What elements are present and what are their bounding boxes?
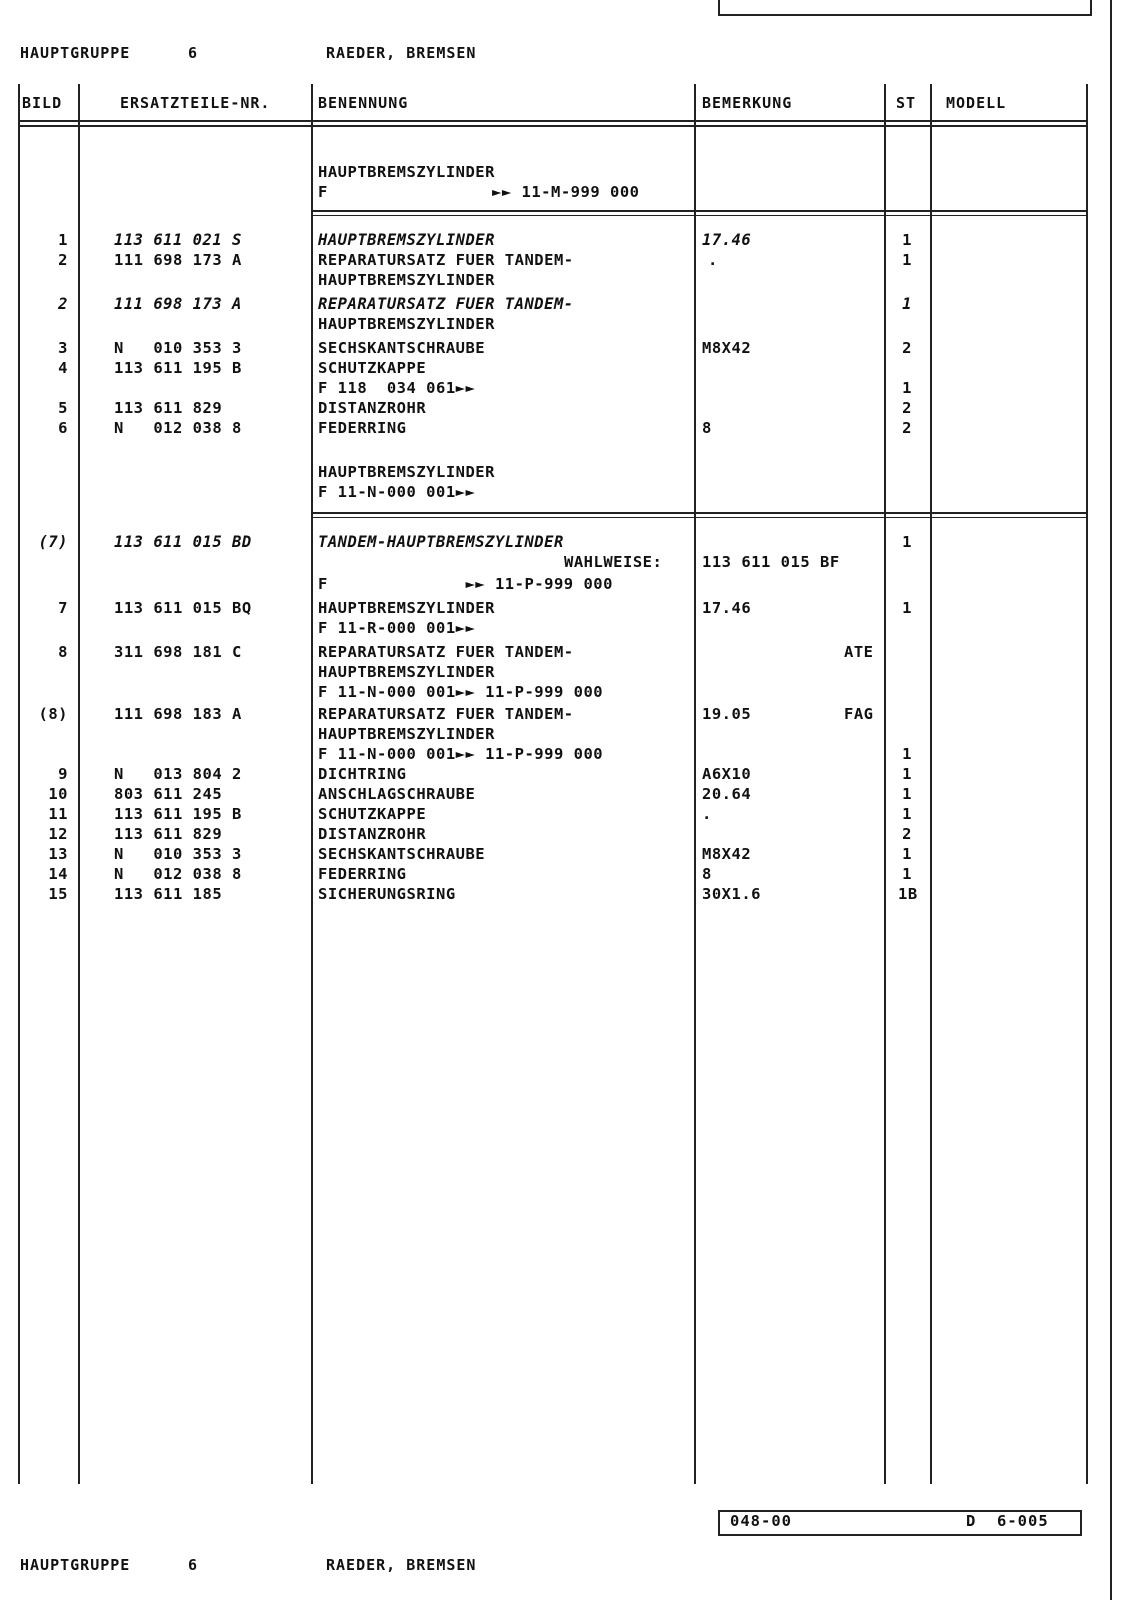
row-note: 113 611 015 BF bbox=[702, 553, 840, 571]
row-name: FEDERRING bbox=[318, 419, 407, 437]
row-name: DICHTRING bbox=[318, 765, 407, 783]
footer-group-label: HAUPTGRUPPE bbox=[20, 1556, 131, 1574]
row-name: REPARATURSATZ FUER TANDEM- bbox=[318, 705, 574, 723]
row-option-label: WAHLWEISE: bbox=[564, 553, 663, 571]
row-name: SECHSKANTSCHRAUBE bbox=[318, 339, 486, 357]
row-bild: 12 bbox=[48, 825, 68, 843]
row-name: SECHSKANTSCHRAUBE bbox=[318, 845, 486, 863]
row-name: SCHUTZKAPPE bbox=[318, 805, 427, 823]
row-part-number: 113 611 195 B bbox=[114, 805, 242, 823]
row-qty: 1 bbox=[902, 865, 912, 883]
row-name: SICHERUNGSRING bbox=[318, 885, 456, 903]
col-header-bemerkung: BEMERKUNG bbox=[702, 94, 793, 112]
page-right-border bbox=[1110, 0, 1112, 1600]
row-name: REPARATURSATZ FUER TANDEM- bbox=[318, 295, 574, 313]
col-header-st: ST bbox=[896, 94, 917, 112]
col-header-bild: BILD bbox=[22, 94, 63, 112]
row-bild: (8) bbox=[38, 705, 68, 723]
col-header-benennung: BENENNUNG bbox=[318, 94, 409, 112]
row-part-number: 113 611 015 BQ bbox=[114, 599, 252, 617]
row-qty: 1 bbox=[902, 845, 912, 863]
row-part-number: 113 611 021 S bbox=[114, 231, 242, 249]
row-name: REPARATURSATZ FUER TANDEM- bbox=[318, 251, 574, 269]
row-part-number: 113 611 185 bbox=[114, 885, 223, 903]
header-group-number: 6 bbox=[188, 44, 199, 62]
section-rule-1 bbox=[312, 210, 1088, 212]
header-rule-2 bbox=[18, 125, 1088, 127]
row-note-maker: ATE bbox=[844, 643, 874, 661]
footer-page-number: D 6-005 bbox=[966, 1512, 1049, 1530]
row-bild: 1 bbox=[58, 231, 68, 249]
col-divider-bild bbox=[78, 84, 80, 1484]
row-part-number: 803 611 245 bbox=[114, 785, 223, 803]
row-note: 19.05 bbox=[702, 705, 752, 723]
parts-table bbox=[18, 84, 1106, 1484]
row-part-number: 113 611 015 BD bbox=[114, 533, 252, 551]
row-name: TANDEM-HAUPTBREMSZYLINDER bbox=[318, 533, 564, 551]
row-bild: 13 bbox=[48, 845, 68, 863]
row-qty: 1 bbox=[902, 745, 912, 763]
row-bild: 14 bbox=[48, 865, 68, 883]
row-bild: 2 bbox=[58, 251, 68, 269]
row-bild: 6 bbox=[58, 419, 68, 437]
row-qty: 1 bbox=[902, 805, 912, 823]
col-divider-left bbox=[18, 84, 20, 1484]
row-name: REPARATURSATZ FUER TANDEM- bbox=[318, 643, 574, 661]
row-name-cont: HAUPTBREMSZYLINDER bbox=[318, 725, 495, 743]
row-note: 30X1.6 bbox=[702, 885, 761, 903]
section-range-prefix: F bbox=[318, 183, 328, 201]
row-note: 8 bbox=[702, 865, 712, 883]
row-part-number: 111 698 173 A bbox=[114, 295, 242, 313]
section-rule-2 bbox=[312, 512, 1088, 514]
header-group-title: RAEDER, BREMSEN bbox=[326, 44, 477, 62]
row-bild: 5 bbox=[58, 399, 68, 417]
row-name: ANSCHLAGSCHRAUBE bbox=[318, 785, 476, 803]
row-name-cont: F 11-N-000 001►► 11-P-999 000 bbox=[318, 745, 604, 763]
row-name: DISTANZROHR bbox=[318, 399, 427, 417]
section-rule-2b bbox=[312, 517, 1088, 518]
row-part-number: N 010 353 3 bbox=[114, 845, 242, 863]
row-note: . bbox=[708, 251, 718, 269]
row-bild: 11 bbox=[48, 805, 68, 823]
row-note: 17.46 bbox=[702, 599, 752, 617]
row-qty: 2 bbox=[902, 825, 912, 843]
row-qty: 1 bbox=[902, 785, 912, 803]
row-bild: 7 bbox=[58, 599, 68, 617]
col-divider-bemerkung bbox=[884, 84, 886, 1484]
row-note: 20.64 bbox=[702, 785, 752, 803]
row-part-number: 113 611 829 bbox=[114, 825, 223, 843]
header-rule-1 bbox=[18, 120, 1088, 122]
row-name: DISTANZROHR bbox=[318, 825, 427, 843]
row-part-number: N 012 038 8 bbox=[114, 865, 242, 883]
row-part-number: 111 698 173 A bbox=[114, 251, 242, 269]
row-name-cont: F 11-N-000 001►► 11-P-999 000 bbox=[318, 683, 604, 701]
section-title: HAUPTBREMSZYLINDER bbox=[318, 463, 495, 481]
row-note: A6X10 bbox=[702, 765, 752, 783]
row-qty: 2 bbox=[902, 339, 912, 357]
row-qty: 1 bbox=[902, 295, 912, 313]
row-note: . bbox=[702, 805, 712, 823]
row-qty: 2 bbox=[902, 419, 912, 437]
row-bild: 10 bbox=[48, 785, 68, 803]
footer-code: 048-00 bbox=[730, 1512, 792, 1530]
row-note-maker: FAG bbox=[844, 705, 874, 723]
row-note: 17.46 bbox=[702, 231, 752, 249]
row-qty: 1 bbox=[902, 379, 912, 397]
row-qty: 1 bbox=[902, 599, 912, 617]
row-qty: 1B bbox=[898, 885, 918, 903]
section-rule-1b bbox=[312, 215, 1088, 216]
row-bild: 8 bbox=[58, 643, 68, 661]
row-part-number: N 010 353 3 bbox=[114, 339, 242, 357]
row-bild: 2 bbox=[58, 295, 68, 313]
row-name-cont: HAUPTBREMSZYLINDER bbox=[318, 271, 495, 289]
row-name-cont: HAUPTBREMSZYLINDER bbox=[318, 315, 495, 333]
row-qty: 1 bbox=[902, 765, 912, 783]
row-bild: (7) bbox=[38, 533, 68, 551]
col-divider-benennung bbox=[694, 84, 696, 1484]
row-name-cont: F 11-R-000 001►► bbox=[318, 619, 476, 637]
footer-group-title: RAEDER, BREMSEN bbox=[326, 1556, 477, 1574]
row-part-number: N 012 038 8 bbox=[114, 419, 242, 437]
row-name: SCHUTZKAPPE bbox=[318, 359, 427, 377]
row-part-number: N 013 804 2 bbox=[114, 765, 242, 783]
col-divider-st bbox=[930, 84, 932, 1484]
col-header-modell: MODELL bbox=[946, 94, 1007, 112]
row-name: FEDERRING bbox=[318, 865, 407, 883]
row-note: M8X42 bbox=[702, 845, 752, 863]
top-page-code-box bbox=[718, 0, 1092, 16]
row-bild: 9 bbox=[58, 765, 68, 783]
row-bild: 3 bbox=[58, 339, 68, 357]
row-part-number: 113 611 195 B bbox=[114, 359, 242, 377]
row-qty: 1 bbox=[902, 251, 912, 269]
row-part-number: 311 698 181 C bbox=[114, 643, 242, 661]
row-name: HAUPTBREMSZYLINDER bbox=[318, 599, 495, 617]
col-divider-right bbox=[1086, 84, 1088, 1484]
row-bild: 15 bbox=[48, 885, 68, 903]
row-name-cont: F ►► 11-P-999 000 bbox=[318, 575, 613, 593]
header-group-label: HAUPTGRUPPE bbox=[20, 44, 131, 62]
col-divider-nr bbox=[311, 84, 313, 1484]
row-qty: 1 bbox=[902, 533, 912, 551]
row-part-number: 111 698 183 A bbox=[114, 705, 242, 723]
row-note: 8 bbox=[702, 419, 712, 437]
row-name-cont: F 118 034 061►► bbox=[318, 379, 476, 397]
row-note: M8X42 bbox=[702, 339, 752, 357]
row-name: HAUPTBREMSZYLINDER bbox=[318, 231, 495, 249]
row-part-number: 113 611 829 bbox=[114, 399, 223, 417]
section-range: ►► 11-M-999 000 bbox=[492, 183, 640, 201]
section-title: HAUPTBREMSZYLINDER bbox=[318, 163, 495, 181]
section-range: F 11-N-000 001►► bbox=[318, 483, 476, 501]
footer-group-number: 6 bbox=[188, 1556, 199, 1574]
row-qty: 2 bbox=[902, 399, 912, 417]
row-bild: 4 bbox=[58, 359, 68, 377]
col-header-ersatzteile: ERSATZTEILE-NR. bbox=[120, 94, 271, 112]
row-name-cont: HAUPTBREMSZYLINDER bbox=[318, 663, 495, 681]
row-qty: 1 bbox=[902, 231, 912, 249]
